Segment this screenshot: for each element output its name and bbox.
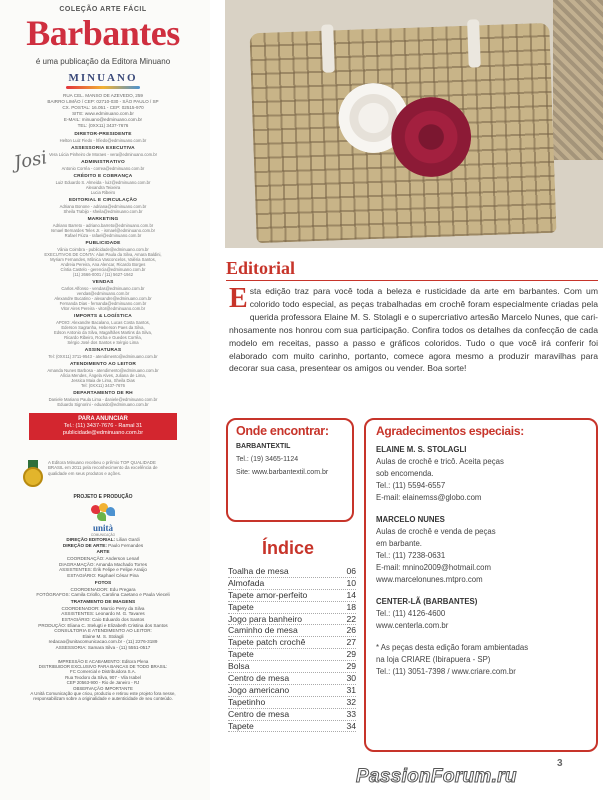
index-page: 14 bbox=[346, 589, 356, 600]
index-page: 34 bbox=[346, 720, 356, 731]
bag-handle-left bbox=[321, 24, 335, 72]
staff-section-title: MARKETING bbox=[87, 217, 119, 222]
footer-line: OBSERVAÇÃO IMPORTANTE bbox=[73, 685, 133, 691]
footer-line: IMPRESSÃO E ACABAMENTO: Editora Plena bbox=[57, 658, 149, 664]
index-title: Índice bbox=[262, 538, 315, 558]
index-label: Tapete bbox=[228, 720, 254, 731]
staff-section-line: Eduardo Signorini - eduardo@edminuano.com.br bbox=[57, 402, 149, 407]
staff-section-title: DEPARTAMENTO DE RH bbox=[73, 391, 133, 396]
index-page: 27 bbox=[346, 637, 356, 648]
credit-line bbox=[14, 543, 192, 549]
staff-section-line: Carlos Alfonso - vendas@edminuano.com.br bbox=[61, 286, 145, 291]
studio-logo bbox=[83, 503, 123, 537]
acknowledgement-line: em barbante. bbox=[376, 539, 422, 548]
staff-section-line: Rafael Fiúza - rafael@edminuano.com.br bbox=[64, 233, 142, 238]
staff-sections bbox=[14, 132, 192, 407]
where-to-find-title: Onde encontrar: bbox=[236, 424, 329, 438]
staff-section-line: Adriana Bonone - adriana@edminuano.com.br bbox=[59, 204, 147, 209]
staff-section-title: CRÉDITO E COBRANÇA bbox=[73, 174, 133, 179]
acknowledgement-line: ELAINE M. S. STOLAGLI bbox=[376, 445, 467, 454]
staff-section-title: EDITORIAL E CIRCULAÇÃO bbox=[68, 198, 138, 203]
handwritten-signature: Josi bbox=[12, 147, 49, 174]
credit-group-title: FOTOS bbox=[94, 580, 112, 586]
footer-line: DISTRIBUIDOR EXCLUSIVO PARA BANCAS DE TODO BRASIL: bbox=[38, 663, 168, 669]
brand-title: Barbantes bbox=[26, 13, 180, 53]
index-row bbox=[228, 566, 356, 578]
staff-section-line: Tel: (0XX11) 3437-7676 bbox=[81, 383, 125, 388]
publisher-address bbox=[14, 93, 192, 129]
index-label: Bolsa bbox=[228, 661, 250, 672]
index-label: Tapetinho bbox=[228, 696, 266, 707]
address-line: CX. POSTAL: 16.051 - CEP: 02515-970 bbox=[62, 105, 144, 110]
staff-section-line: Amanda Nunes Barbosa - atendimento@edminuano.com.br bbox=[47, 368, 159, 373]
credit-group-title: ARTE bbox=[96, 550, 110, 556]
acknowledgement-line: * As peças desta edição foram ambientadas bbox=[376, 643, 529, 652]
address-line: TEL: (0XX11) 3437-7676 bbox=[77, 123, 129, 128]
index-page: 06 bbox=[346, 566, 356, 576]
index-row bbox=[228, 637, 356, 649]
background-basket bbox=[553, 0, 603, 160]
footer-line: FC Comercial e Distribuidora S.A. bbox=[70, 669, 136, 675]
staff-section-line: Cíntia Castelo - gerencia@edminuano.com.br bbox=[60, 267, 146, 272]
staff-section bbox=[14, 198, 192, 214]
index-row bbox=[228, 661, 356, 673]
acknowledgements-title: Agradecimentos especiais: bbox=[376, 424, 524, 438]
award-medal-icon bbox=[22, 460, 44, 488]
advertise-email: publicidade@edminuano.com.br bbox=[62, 430, 144, 436]
staff-section-line: Jessica Maia de Lima, Sheila Dias bbox=[71, 378, 135, 383]
advertise-phone: Tel.: (11) 3437-7676 - Ramal 31 bbox=[63, 423, 143, 429]
credit-line: COORDENAÇÃO: Anderson Lenarl bbox=[66, 556, 140, 562]
acknowledgement-line: Tel.: (11) 3051-7398 / www.criare.com.br bbox=[376, 667, 516, 676]
index-row bbox=[228, 697, 356, 709]
staff-section bbox=[14, 241, 192, 277]
staff-section bbox=[14, 391, 192, 407]
staff-section-line: Tel: (0XX11) 3711-9543 - atendimento@edminuano.com.br bbox=[48, 354, 158, 359]
acknowledgement-line: Tel.: (11) 7238-0631 bbox=[376, 551, 446, 560]
staff-section-line: Adriano Barreto - adriano.barreto@edminuano.com.br bbox=[52, 223, 154, 228]
acknowledgement-line: Tel.: (11) 5594-6557 bbox=[376, 481, 446, 490]
acknowledgements-lines bbox=[376, 444, 586, 678]
footer-line: responsabilizam sobre a originalidade e autenticidade de seu conteúdo. bbox=[33, 696, 173, 702]
address-line: RUA CEL. MANSO DE AZEVEDO, 259 bbox=[63, 93, 143, 98]
staff-section-line: Myriam Fernandes, Mônica Vasconcelos, Valéria Santos, bbox=[50, 257, 156, 262]
acknowledgement-line: CENTER-LÃ (BARBANTES) bbox=[376, 597, 478, 606]
staff-section bbox=[14, 132, 192, 143]
acknowledgement-line: www.centerla.com.br bbox=[376, 621, 449, 630]
collection-label: COLEÇÃO ARTE FÁCIL bbox=[59, 6, 147, 13]
red-flower bbox=[390, 96, 473, 179]
editorial-dropcap: E bbox=[229, 283, 248, 314]
address-line: BAIRRO LIMÃO / CEP: 02710-030 - SÃO PAULO / SP bbox=[47, 99, 159, 104]
publisher-logo-text: MINUANO bbox=[68, 72, 138, 84]
acknowledgement-line: MARCELO NUNES bbox=[376, 515, 445, 524]
staff-section-line: Edson Antonio da Silva, Magalhães Martins da Silva, bbox=[54, 330, 152, 335]
index-label: Centro de mesa bbox=[228, 708, 290, 719]
acknowledgement-line: sob encomenda. bbox=[376, 469, 434, 478]
footer-line: A Unità Comunicação que criou, produziu e retirou este projeto fora nesse, bbox=[30, 690, 176, 696]
credit-line: DIAGRAMAÇÃO: Amanda Machado Torres bbox=[59, 561, 147, 567]
masthead-column bbox=[0, 0, 210, 800]
staff-section-line: Helton Luiz Fiedo - hfiedo@edminuano.com.br bbox=[59, 138, 147, 143]
staff-section-title: DIRETOR-PRESIDENTE bbox=[74, 132, 132, 137]
where-to-find-company: BARBANTEXTIL bbox=[236, 443, 291, 450]
credit-label: DIREÇÃO DE ARTE: bbox=[62, 542, 107, 548]
acknowledgement-line: na loja CRIARE (Ibirapuera - SP) bbox=[376, 655, 491, 664]
index-row bbox=[228, 614, 356, 626]
staff-section-line: Vera Lúcia Pinheiro de Moraes - vera@edminuano.com.br bbox=[48, 152, 158, 157]
award-text: A Editora Minuano recebeu o prêmio TOP QUALIDADE BRASIL em 2011 pela reconhecimento da excelência de qualidade em seus produtos e ações. bbox=[48, 460, 158, 476]
acknowledgement-line: Aulas de crochê e tricô. Aceita peças bbox=[376, 457, 504, 466]
credit-line: CONSULTORIA E ATENDIMENTO AO LEITOR: bbox=[54, 628, 152, 634]
staff-section-line: Ederson Sagranha, Heberson Paes da Silva, bbox=[61, 325, 145, 330]
staff-section bbox=[14, 314, 192, 345]
advertise-title: PARA ANUNCIAR bbox=[78, 416, 128, 422]
credits-block bbox=[14, 537, 192, 651]
index-row bbox=[228, 578, 356, 590]
index-row bbox=[228, 649, 356, 661]
index-page: 33 bbox=[346, 708, 356, 719]
staff-section-title: ASSINATURAS bbox=[84, 348, 122, 353]
index-list bbox=[228, 566, 356, 732]
staff-section-line: Antonio Corrêa - correa@edminuano.com.br bbox=[61, 166, 145, 171]
staff-section-line: Ricardo Ribeiro, Rocha e Guedes Corrêa, bbox=[64, 335, 142, 340]
index-label: Jogo para banheiro bbox=[228, 613, 303, 624]
index-page: 26 bbox=[346, 625, 356, 636]
index-page: 10 bbox=[346, 577, 356, 588]
staff-section bbox=[14, 217, 192, 238]
staff-section-title: PUBLICIDADE bbox=[85, 241, 121, 246]
staff-section-line: Sérgio José dos Santos e Sérgio Lima bbox=[67, 340, 139, 345]
index-row bbox=[228, 685, 356, 697]
index-page: 30 bbox=[346, 673, 356, 684]
acknowledgement-line: E-mail: mnino2009@hotmail.com bbox=[376, 563, 491, 572]
staff-section-line: Lucia Ribeiro bbox=[90, 190, 116, 195]
staff-section-line: Alexandre Bucatino - alexandre@edminuano.com.br bbox=[54, 296, 152, 301]
index-row bbox=[228, 602, 356, 614]
staff-section-title: ATENDIMENTO AO LEITOR bbox=[69, 362, 137, 367]
advertise-box bbox=[29, 413, 177, 440]
index-page: 22 bbox=[346, 613, 356, 624]
index-label: Centro de mesa bbox=[228, 673, 290, 684]
masthead-footer bbox=[14, 659, 192, 702]
editorial-title: Editorial bbox=[226, 258, 296, 278]
credit-line: ASSESSORIA: Samara Silva - (11) 5551-0517 bbox=[55, 644, 151, 650]
bag-photo bbox=[225, 0, 603, 248]
studio-name: unità bbox=[92, 523, 113, 533]
credit-line: ASSISTENTES: Leonardo M. G. Tavares bbox=[61, 611, 145, 617]
index-page: 18 bbox=[346, 601, 356, 612]
studio-sub: COMUNICAÇÃO bbox=[90, 533, 116, 537]
staff-section bbox=[14, 362, 192, 388]
staff-section-line: Fernanda Dias - fernanda@edminuano.com.br bbox=[59, 301, 147, 306]
acknowledgement-line: Aulas de crochê e venda de peças bbox=[376, 527, 496, 536]
index-row bbox=[228, 721, 356, 733]
award-block bbox=[14, 460, 192, 488]
staff-section-line: Vânia Coimbra - publicidade@edminuano.com.br bbox=[57, 247, 149, 252]
footer-line: CEP 20563-900 - Rio de Janeiro - RJ bbox=[66, 680, 140, 686]
staff-section-line: Alícia Mendes, Ângela Alves, Juliana de Lima, bbox=[60, 373, 146, 378]
credit-value: Lilian Gardi bbox=[115, 537, 140, 542]
editorial-body bbox=[229, 285, 598, 375]
staff-section bbox=[14, 280, 192, 311]
staff-section-line: Luiz Eduardo S. Almeida - luiz@edminuano.com.br bbox=[55, 180, 151, 185]
crochet-bag bbox=[249, 23, 556, 243]
where-to-find-box bbox=[226, 418, 354, 522]
footer-line: Rua Teodoro da Silva, 907 - Vila Isabel bbox=[65, 674, 141, 680]
staff-section-line: vendas@edminuano.com.br bbox=[76, 291, 130, 296]
staff-section-line: EXECUTIVOS DE CONTA: Alan Paula da Silva, Amara Baldini, bbox=[44, 252, 162, 257]
credit-line: COORDENADOR: Edu Pregara bbox=[70, 586, 136, 592]
credit-line: ESTAGIÁRIO: Caio Eduardo dos Santos bbox=[61, 616, 145, 622]
staff-section-line: (11) 2666-0001 / (11) 5627-1942 bbox=[72, 272, 134, 277]
index-row bbox=[228, 625, 356, 637]
staff-section-line: Alexandra Teixeira bbox=[85, 185, 121, 190]
index-page: 29 bbox=[346, 661, 356, 672]
studio-logo-icon bbox=[89, 503, 117, 523]
publisher-logo-bar bbox=[66, 86, 140, 89]
bag-handle-right bbox=[467, 19, 481, 67]
index-page: 32 bbox=[346, 696, 356, 707]
staff-section-line: Sheila Trabijo - sheila@edminuano.com.br bbox=[63, 209, 143, 214]
index-label: Tapete amor-perfeito bbox=[228, 589, 308, 600]
publisher-logo bbox=[14, 72, 192, 89]
index-label: Toalha de mesa bbox=[228, 566, 289, 576]
credit-line: Elaine M. S. Stolagli bbox=[82, 633, 124, 639]
address-line: SITE: www.edminuano.com.br bbox=[72, 111, 134, 116]
index-label: Caminho de mesa bbox=[228, 625, 298, 636]
editorial-text: sta edição traz para você toda a beleza e rusticidade da arte em barbantes. Com um colorido todo especial, as peças trabalhadas em crochê foram especialmente criadas pela querida professora Elaine M. S. Stolagli e o supercriativo artesão Marcelo Nunes, que cari-nhosamente nos honrou com sua participação. Confira todos os detalhes da confecção de cada modelo em receitas, passo a passo e gráficos coloridos. Tudo o que você irá conferir foi elaborado com muito carinho, portanto, comece agora mesmo a produzir maravilhas para decorar sua casa, presentear os amigos ou vender. Boa sorte! bbox=[229, 286, 598, 374]
credit-line: PRODUÇÃO: Eliana C. Stelugti e Elizabeth Cristina dos Santos bbox=[38, 622, 168, 628]
staff-section-title: ADMINISTRATIVO bbox=[81, 160, 125, 165]
address-line: E-MAIL: minuano@edminuano.com.br bbox=[63, 117, 143, 122]
page-number: 3 bbox=[557, 758, 563, 769]
editorial-rule bbox=[226, 280, 598, 281]
credit-line: ASSISTENTES: Érik Felipe e Felipe Araújo bbox=[59, 567, 147, 573]
index-label: Jogo americano bbox=[228, 684, 290, 695]
index-label: Tapete bbox=[228, 649, 254, 660]
acknowledgement-line: Tel.: (11) 4126-4600 bbox=[376, 609, 446, 618]
where-to-find-phone: Tel.: (19) 3465-1124 bbox=[236, 456, 299, 463]
index-label: Tapete patch crochê bbox=[228, 637, 306, 648]
staff-section bbox=[14, 348, 192, 359]
watermark: PassionForum.ru bbox=[356, 766, 517, 787]
credit-line: redacao@unitacomunicacao.com.br - (11) 2276-3189 bbox=[48, 639, 158, 645]
credit-line: ESTAGIÁRIO: Raphael César Pina bbox=[67, 572, 139, 578]
index-label: Almofada bbox=[228, 577, 265, 588]
credit-line: COORDENADOR: Marcio Perry da Silva bbox=[61, 605, 145, 611]
credit-value: Paulo Fernandes bbox=[106, 542, 144, 548]
staff-section-title: VENDAS bbox=[92, 280, 114, 285]
staff-section-title: IMPORTS & LOGÍSTICA bbox=[74, 314, 132, 319]
staff-section-line: Vitor Aires Pereira - vitor@edminuano.com.br bbox=[60, 306, 146, 311]
credit-line: FOTÓGRAFOS: Camila Criollo, Carolina Caetano e Paula Vieceli bbox=[36, 592, 170, 598]
staff-section bbox=[14, 174, 192, 195]
acknowledgement-line: E-mail: elainemss@globo.com bbox=[376, 493, 482, 502]
production-title: PROJETO E PRODUÇÃO bbox=[73, 494, 133, 500]
where-to-find-site: Site: www.barbantextil.com.br bbox=[236, 469, 329, 476]
index-page: 29 bbox=[346, 649, 356, 660]
index-label: Tapete bbox=[228, 601, 254, 612]
staff-section-line: APOIO: Alexandre Bacalano, Lucas Costa Santos, bbox=[56, 320, 150, 325]
acknowledgements-box bbox=[364, 418, 598, 752]
staff-section-line: Daniele Mariano Paula Lima - daniele@edminuano.com.br bbox=[48, 397, 158, 402]
credit-label: DIREÇÃO EDITORIAL: bbox=[66, 537, 116, 542]
staff-section-line: Ismael Bernardes Teles Jr. - ismael@edminuano.com.br bbox=[50, 228, 156, 233]
index-row bbox=[228, 590, 356, 602]
index-page: 31 bbox=[346, 684, 356, 695]
staff-section-line: Andreia Pereira, Ana Alencar, Ricardo Borges bbox=[60, 262, 146, 267]
staff-section-title: ASSESSORIA EXECUTIVA bbox=[71, 146, 135, 151]
credit-group-title: TRATAMENTO DE IMAGENS bbox=[70, 599, 136, 605]
index-row bbox=[228, 673, 356, 685]
acknowledgement-line: www.marcelonunes.mtpro.com bbox=[376, 575, 483, 584]
tagline: é uma publicação da Editora Minuano bbox=[35, 57, 171, 66]
index-row bbox=[228, 709, 356, 721]
